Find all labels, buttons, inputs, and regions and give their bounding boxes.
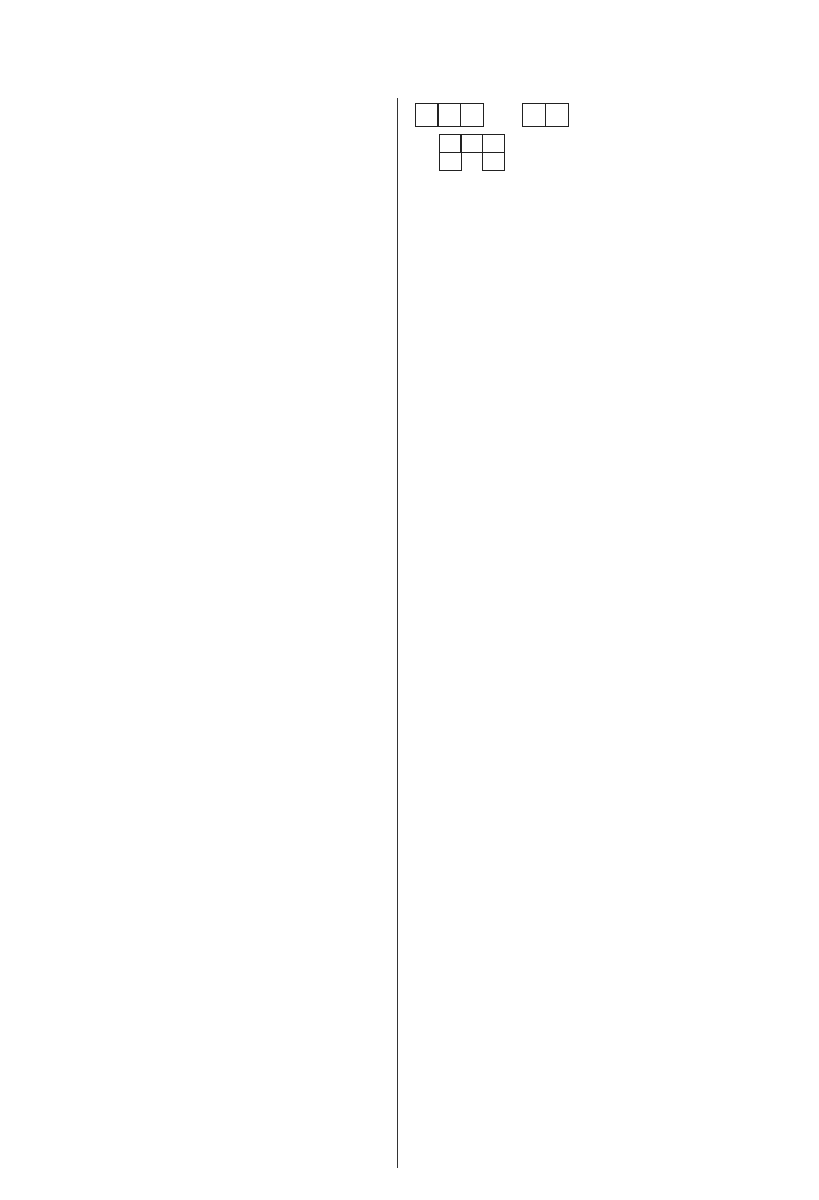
answer-line [50,679,385,700]
answer-line [50,100,385,121]
answer-line [410,447,782,468]
answer-line [50,264,385,285]
answer-line [410,597,782,618]
answer-line [50,200,385,221]
answer-line [410,905,782,926]
midterm-title [50,777,385,813]
answer-line [410,704,782,725]
answer-line [410,511,782,532]
answer-line [410,390,782,411]
answer-line [50,121,385,142]
answer-line [50,414,385,435]
answer-line [50,551,385,572]
answer-line [410,469,782,490]
answer-line [50,920,385,941]
section4-title [50,143,385,179]
answer-line [50,179,385,200]
answer-line [410,326,782,347]
answer-line [410,926,782,947]
top-view-drawing [440,136,505,171]
answer-line [50,435,385,456]
answer-line [50,572,385,593]
answer-line [50,963,385,984]
answer-line [410,725,782,746]
answer-line [50,877,385,898]
score-table-label [50,503,158,524]
answer-line [410,283,782,304]
answer-line [50,286,385,307]
answer-line [50,813,385,834]
answer-line [410,640,782,661]
front-view-drawing [416,103,484,127]
answer-line [410,304,782,325]
answer-line [410,661,782,682]
answer-line [50,530,385,551]
answer-line [50,478,385,499]
answer-line [410,862,782,883]
answer-line [50,350,385,371]
section5-title [410,411,782,447]
answer-line [410,947,782,968]
views-row [410,100,782,130]
answer-line [410,840,782,861]
answer-line [50,393,385,414]
answer-line [50,243,385,264]
answer-line [50,637,385,658]
answer-line [50,307,385,328]
answer-line [410,240,782,261]
answer-line [50,615,385,636]
answer-line [50,856,385,877]
answer-line [410,554,782,575]
answer-line [410,533,782,554]
answer-line [50,744,385,765]
answer-line [50,701,385,722]
answer-line [50,722,385,743]
answer-line [410,747,782,768]
answer-line [50,941,385,962]
answer-line [50,222,385,243]
right-column [410,100,782,990]
answer-line [410,176,782,197]
answer-line [410,576,782,597]
answer-line [50,457,385,478]
answer-line [410,197,782,218]
top-view-row [436,130,782,176]
answer-line [50,834,385,855]
answer-line [50,371,385,392]
left-column [50,100,385,984]
answer-line [410,790,782,811]
answer-line [410,219,782,240]
answer-line [50,899,385,920]
score-table-block [50,503,385,524]
answer-line [410,369,782,390]
answer-line [410,490,782,511]
answer-line [50,658,385,679]
answer-line [410,262,782,283]
answer-line [410,768,782,789]
answer-line [410,969,782,990]
answer-line [410,683,782,704]
right-view-drawing [524,103,569,127]
answer-line [410,347,782,368]
answer-line [410,618,782,639]
answer-line [50,329,385,350]
answer-line [410,811,782,832]
answer-line [410,883,782,904]
answer-line [50,594,385,615]
column-divider [397,98,398,1168]
